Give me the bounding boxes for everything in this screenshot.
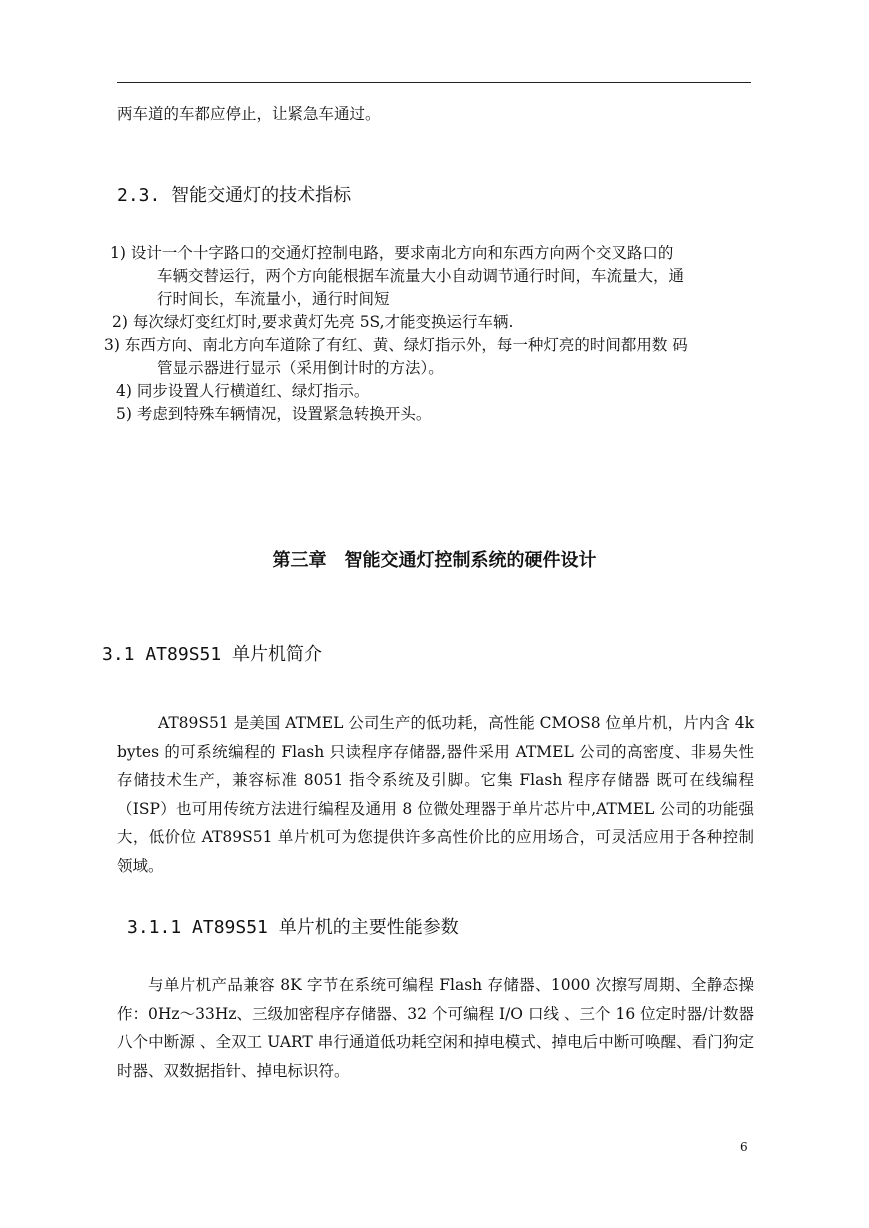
list-item: 3) 东西方向、南北方向车道除了有红、黄、绿灯指示外，每一种灯亮的时间都用数 码 (104, 336, 688, 354)
list-item: 5) 考虑到特殊车辆情况，设置紧急转换开头。 (116, 405, 432, 423)
list-item: 2) 每次绿灯变红灯时,要求黄灯先亮 5S,才能变换运行车辆. (112, 313, 514, 331)
continuation-text: 两车道的车都应停止，让紧急车通过。 (117, 105, 381, 123)
list-item-continuation: 行时间长，车流量小，通行时间短 (157, 290, 390, 308)
body-paragraph: 与单片机产品兼容 8K 字节在系统可编程 Flash 存储器、1000 次擦写周期、全静态操作：0Hz～33Hz、三级加密程序存储器、32 个可编程 I/O 口线 、三个 16 位定时器/计数器 八个中断源 、全双工 UART 串行通道低功耗空闲和掉电模式、掉电后中断可唤醒、看门狗定时器、双数据指针、掉电标识符。 (117, 976, 754, 1080)
header-rule (117, 82, 751, 83)
list-item-continuation: 车辆交替运行，两个方向能根据车流量大小自动调节通行时间，车流量大，通 (157, 267, 685, 285)
chapter-title: 第三章 智能交通灯控制系统的硬件设计 (272, 550, 597, 571)
body-paragraph: AT89S51 是美国 ATMEL 公司生产的低功耗，高性能 CMOS8 位单片机，片内含 4k bytes 的可系统编程的 Flash 只读程序存储器,器件采用 ATMEL 公司的高密度、非易失性存储技术生产，兼容标准 8051 指令系统及引脚。它集 Flash 程序存储器 既可在线编程（ISP）也可用传统方法进行编程及通用 8 位微处理器于单片芯片中,ATMEL 公司的功能强大，低价位 AT89S51 单片机可为您提供许多高性价比的应用场合，可灵活应用于各种控制领域。 (117, 714, 754, 875)
list-item-continuation: 管显示器进行显示（采用倒计时的方法）。 (157, 359, 444, 377)
list-item: 4) 同步设置人行横道红、绿灯指示。 (116, 382, 370, 400)
section-heading-3-1: 3.1 AT89S51 单片机简介 (102, 644, 323, 665)
list-item: 1) 设计一个十字路口的交通灯控制电路，要求南北方向和东西方向两个交叉路口的 (110, 244, 674, 262)
section-heading-3-1-1: 3.1.1 AT89S51 单片机的主要性能参数 (127, 917, 459, 938)
section-heading-2-3: 2.3. 智能交通灯的技术指标 (117, 185, 352, 206)
page-number: 6 (740, 1140, 748, 1154)
